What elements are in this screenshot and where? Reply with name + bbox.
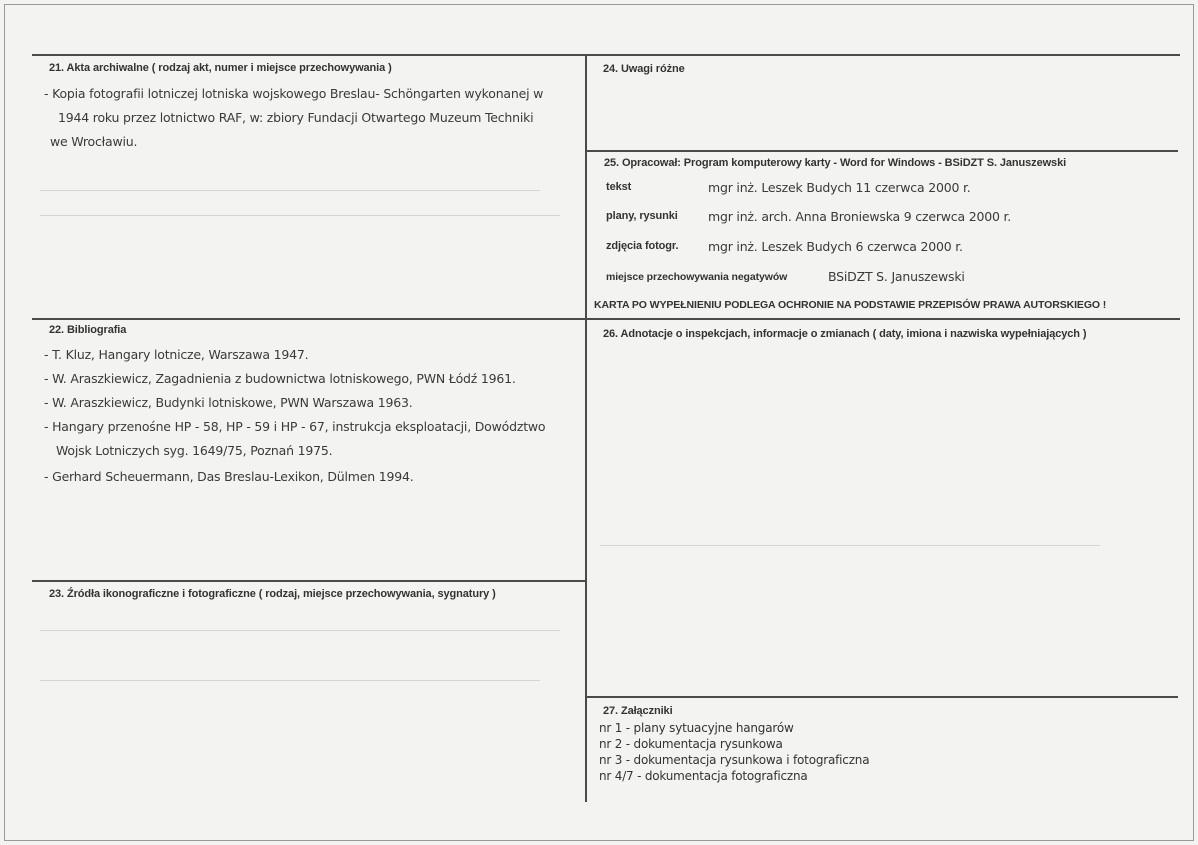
section-23-heading: 23. Źródła ikonograficzne i fotograficzne ( rodzaj, miejsce przechowywania, sygnatury ) <box>49 588 496 600</box>
s25-row-label: plany, rysunki <box>606 210 678 222</box>
s25-row-label: tekst <box>606 181 632 193</box>
bleed-line <box>600 545 1100 546</box>
rule-26-27 <box>587 696 1178 698</box>
bleed-line <box>40 630 560 631</box>
s25-row-value: mgr inż. arch. Anna Broniewska 9 czerwca 2000 r. <box>708 209 1012 224</box>
attachment-item: nr 1 - plany sytuacyjne hangarów <box>599 721 794 735</box>
bibliography-entry: - Hangary przenośne HP - 58, HP - 59 i HP - 67, instrukcja eksploatacji, Dowództwo <box>44 419 546 434</box>
rule-24-25 <box>587 150 1178 152</box>
section-22-heading: 22. Bibliografia <box>49 324 127 336</box>
bleed-line <box>40 680 540 681</box>
bibliography-entry: - Gerhard Scheuermann, Das Breslau-Lexikon, Dülmen 1994. <box>44 469 414 484</box>
section-27-heading: 27. Załączniki <box>603 705 673 717</box>
bleed-line <box>40 215 560 216</box>
s25-row-label: zdjęcia fotogr. <box>606 240 679 252</box>
bibliography-entry: - T. Kluz, Hangary lotnicze, Warszawa 1947. <box>44 347 309 362</box>
section-21-heading: 21. Akta archiwalne ( rodzaj akt, numer i miejsce przechowywania ) <box>49 62 392 74</box>
s25-row-label: miejsce przechowywania negatywów <box>606 271 788 283</box>
s25-row-value: BSiDZT S. Januszewski <box>828 269 965 284</box>
copyright-notice: KARTA PO WYPEŁNIENIU PODLEGA OCHRONIE NA PODSTAWIE PRZEPISÓW PRAWA AUTORSKIEGO ! <box>594 299 1107 311</box>
rule-22-23 <box>32 580 586 582</box>
section-21-line: 1944 roku przez lotnictwo RAF, w: zbiory Fundacji Otwartego Muzeum Techniki <box>58 110 534 125</box>
attachment-item: nr 3 - dokumentacja rysunkowa i fotograficzna <box>599 753 870 767</box>
bleed-line <box>40 190 540 191</box>
bibliography-entry: - W. Araszkiewicz, Zagadnienia z budownictwa lotniskowego, PWN Łódź 1961. <box>44 371 516 386</box>
center-divider <box>585 54 587 802</box>
top-rule <box>32 54 1180 56</box>
section-25-heading: 25. Opracował: Program komputerowy karty - Word for Windows - BSiDZT S. Januszewski <box>604 157 1067 169</box>
section-21-line: - Kopia fotografii lotniczej lotniska wojskowego Breslau- Schöngarten wykonanej w <box>44 86 544 101</box>
section-26-heading: 26. Adnotacje o inspekcjach, informacje o zmianach ( daty, imiona i nazwiska wypełniających ) <box>603 328 1087 340</box>
section-24-heading: 24. Uwagi różne <box>603 63 685 75</box>
section-21-line: we Wrocławiu. <box>50 134 138 149</box>
bibliography-entry: Wojsk Lotniczych syg. 1649/75, Poznań 1975. <box>56 443 333 458</box>
rule-mid <box>32 318 1180 320</box>
bibliography-entry: - W. Araszkiewicz, Budynki lotniskowe, PWN Warszawa 1963. <box>44 395 413 410</box>
s25-row-value: mgr inż. Leszek Budych 6 czerwca 2000 r. <box>708 239 963 254</box>
attachment-item: nr 4/7 - dokumentacja fotograficzna <box>599 769 808 783</box>
attachment-item: nr 2 - dokumentacja rysunkowa <box>599 737 783 751</box>
s25-row-value: mgr inż. Leszek Budych 11 czerwca 2000 r. <box>708 180 971 195</box>
